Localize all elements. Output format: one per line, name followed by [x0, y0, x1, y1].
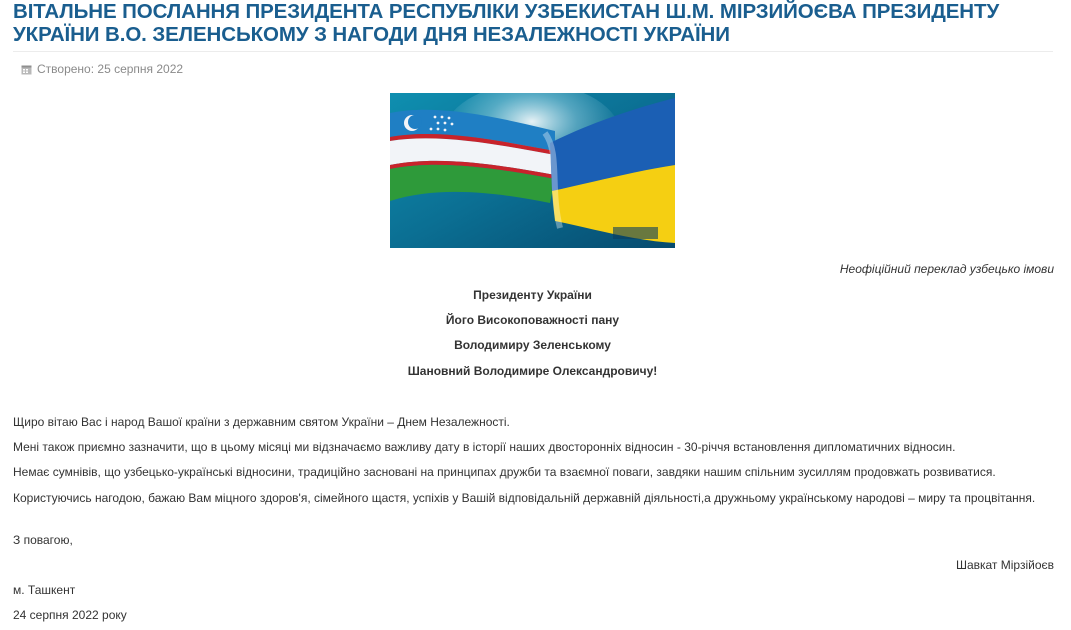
created-date: Створено: 25 серпня 2022	[37, 62, 184, 76]
body-paragraph: Немає сумнівів, що узбецько-українські відносини, традиційно засновані на принципах дружби та взаємної поваги, завдяки нашим спільним зусиллям продовжать розвиватися.	[13, 465, 996, 479]
addressee-line: Президенту України	[473, 288, 592, 302]
salutation: Шановний Володимире Олександровичу!	[407, 364, 658, 378]
body-paragraph: Мені також приємно зазначити, що в цьому місяці ми відзначаємо важливу дату в історії наших двосторонніх відносин - 30-річчя встановлення дипломатичних відносин.	[13, 440, 956, 454]
addressee-line: Володимиру Зеленському	[454, 338, 611, 352]
body-paragraph: Щиро вітаю Вас і народ Вашої країни з державним святом України – Днем Незалежності.	[13, 415, 510, 429]
flags-image	[390, 93, 675, 248]
place: м. Ташкент	[13, 583, 76, 597]
title-divider	[13, 51, 1053, 52]
closing: З повагою,	[13, 533, 73, 547]
article-meta	[21, 61, 183, 77]
date: 24 серпня 2022 року	[13, 608, 127, 622]
article-title: ВІТАЛЬНЕ ПОСЛАННЯ ПРЕЗИДЕНТА РЕСПУБЛІКИ УЗБЕКИСТАН Ш.М. МІРЗИЙОЄВА ПРЕЗИДЕНТУ УКРАЇНИ В.О. ЗЕЛЕНСЬКОМУ З НАГОДИ ДНЯ НЕЗАЛЕЖНОСТІ УКРАЇНИ	[13, 0, 1000, 46]
addressee-line: Його Високоповажності пану	[445, 313, 620, 327]
body-paragraph: Користуючись нагодою, бажаю Вам міцного здоров'я, сімейного щастя, успіхів у Вашій відповідальній державній діяльності,а дружньому українському народові – миру та процвітання.	[13, 491, 1036, 505]
calendar-icon	[21, 64, 32, 75]
signature: Шавкат Мірзійоєв	[955, 558, 1054, 572]
translation-note: Неофіційний переклад узбецько імови	[839, 262, 1054, 276]
